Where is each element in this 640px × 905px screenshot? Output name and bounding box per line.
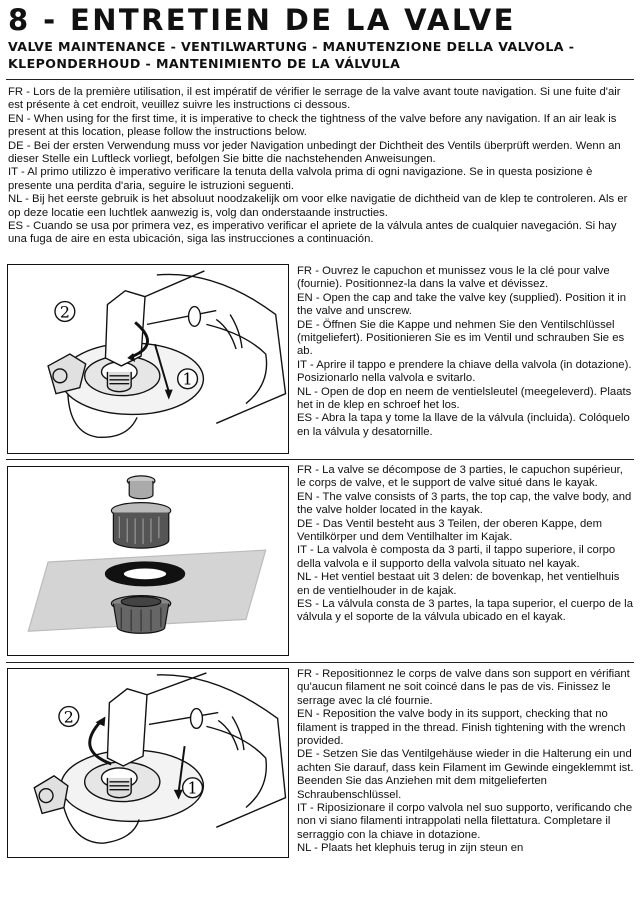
valve-parts-illustration [8, 467, 288, 655]
step3-it: IT - Riposizionare il corpo valvola nel suo supporto, verificando che non vi siano filamenti intrappolati nella filettatura. Completare il serraggio con la chiave in dotazione. [297, 802, 633, 841]
intro-en: EN - When using for the first time, it is imperative to check the tightness of the valve before any navigation. If an air leak is present at this location, please follow the instructions below. [8, 112, 617, 139]
step2-illustration [7, 466, 289, 656]
step2-de: DE - Das Ventil besteht aus 3 Teilen, der oberen Kappe, dem Ventilkörper und dem Ventilhalter im Kajak. [297, 517, 602, 544]
step1-illustration [7, 264, 289, 454]
step1-nl: NL - Open de dop en neem de ventielsleutel (meegeleverd). Plaats het in de klep en schroef het los. [297, 385, 632, 412]
intro-nl: NL - Bij het eerste gebruik is het absoluut noodzakelijk om voor elke navigatie de dichtheid van de klep te controleren. Als er op deze locatie een luchtlek aanwezig is, volg dan onderstaande instructies. [8, 193, 628, 219]
step3-de: DE - Setzen Sie das Ventilgehäuse wieder in die Halterung ein und achten Sie darauf, dass kein Filament im Gewinde eingeklemmt ist. Beenden Sie das Anziehen mit dem mitgelieferten Schraubenschlüssel. [297, 748, 634, 801]
page-title: 8 - ENTRETIEN DE LA VALVE [8, 3, 516, 37]
step1-es: ES - Abra la tapa y tome la llave de la válvula (incluida). Colóquelo en la válvula y desatornille. [297, 412, 630, 438]
step2-rule [6, 662, 634, 663]
step3-illustration [7, 668, 289, 858]
step1-en: EN - Open the cap and take the valve key (supplied). Position it in the valve and unscrew. [297, 291, 627, 318]
intro-text [8, 86, 634, 247]
intro-es: ES - Cuando se usa por primera vez, es imperativo verificar el apriete de la válvula antes de cualquier navegación. Si hay una fuga de aire en esta ubicación, siga las instrucciones a continuación. [8, 220, 617, 246]
intro-de: DE - Bei der ersten Verwendung muss vor jeder Navigation unbedingt der Dichtheit des Ventils überprüft werden. Wenn an dieser Stelle ein Luftleck vorliegt, befolgen Sie bitte die nachstehenden Anweisungen. [8, 139, 621, 166]
step3-fr: FR - Repositionnez le corps de valve dans son support en vérifiant qu'aucun filament ne soit coincé dans le pas de vis. Finissez le serrage avec la clé fournie. [297, 668, 630, 707]
unscrew-valve-illustration [8, 265, 288, 453]
step3-text [297, 668, 634, 860]
callout-2: 2 [63, 707, 74, 727]
step1-it: IT - Aprire il tappo e prendere la chiave della valvola (in dotazione). Posizionarlo nella valvola e svitarlo. [297, 358, 632, 385]
step2-nl: NL - Het ventiel bestaat uit 3 delen: de bovenkap, het ventielhuis en de ventielhouder in de kajak. [297, 571, 620, 597]
callout-1: 1 [187, 778, 198, 798]
page-subtitle: VALVE MAINTENANCE - VENTILWARTUNG - MANUTENZIONE DELLA VALVOLA - KLEPONDERHOUD - MANTENIMIENTO DE LA VÁLVULA [8, 39, 575, 71]
callout-2: 2 [59, 302, 70, 322]
step2-fr: FR - La valve se décompose de 3 parties, le capuchon supérieur, le corps de valve, et le support de valve situé dans le kayak. [297, 464, 623, 490]
step1-fr: FR - Ouvrez le capuchon et munissez vous le la clé pour valve (fournie). Positionnez-la dans la valve et dévissez. [297, 265, 610, 291]
callout-1: 1 [182, 369, 193, 389]
step2-text [297, 464, 634, 625]
step2-it: IT - La valvola è composta da 3 parti, il tappo superiore, il corpo della valvola e il supporto della valvola situato nel kayak. [297, 544, 616, 570]
header-rule [6, 79, 634, 80]
step2-es: ES - La válvula consta de 3 partes, la tapa superior, el cuerpo de la válvula y el soporte de la válvula ubicado en el kayak. [297, 598, 633, 624]
step3-en: EN - Reposition the valve body in its support, checking that no filament is trapped in the thread. Finish tightening with the wrench provided. [297, 708, 626, 748]
step1-text [297, 265, 634, 439]
intro-fr: FR - Lors de la première utilisation, il est impératif de vérifier le serrage de la valve avant toute navigation. Si une fuite d'air est présente à cet endroit, veuillez suivre les instructions ci dessous. [8, 86, 621, 112]
step1-de: DE - Öffnen Sie die Kappe und nehmen Sie den Ventilschlüssel (mitgeliefert). Positionieren Sie es im Ventil und schrauben Sie es ab. [297, 318, 625, 358]
step2-en: EN - The valve consists of 3 parts, the top cap, the valve body, and the valve holder located in the kayak. [297, 490, 632, 517]
retighten-valve-illustration [8, 669, 288, 857]
step1-rule [6, 459, 634, 460]
intro-it: IT - Al primo utilizzo è imperativo verificare la tenuta della valvola prima di ogni navigazione. Se in questa posizione è presente una perdita d'aria, seguire le istruzioni seguenti. [8, 166, 593, 192]
step3-nl: NL - Plaats het klephuis terug in zijn steun en [297, 842, 524, 855]
